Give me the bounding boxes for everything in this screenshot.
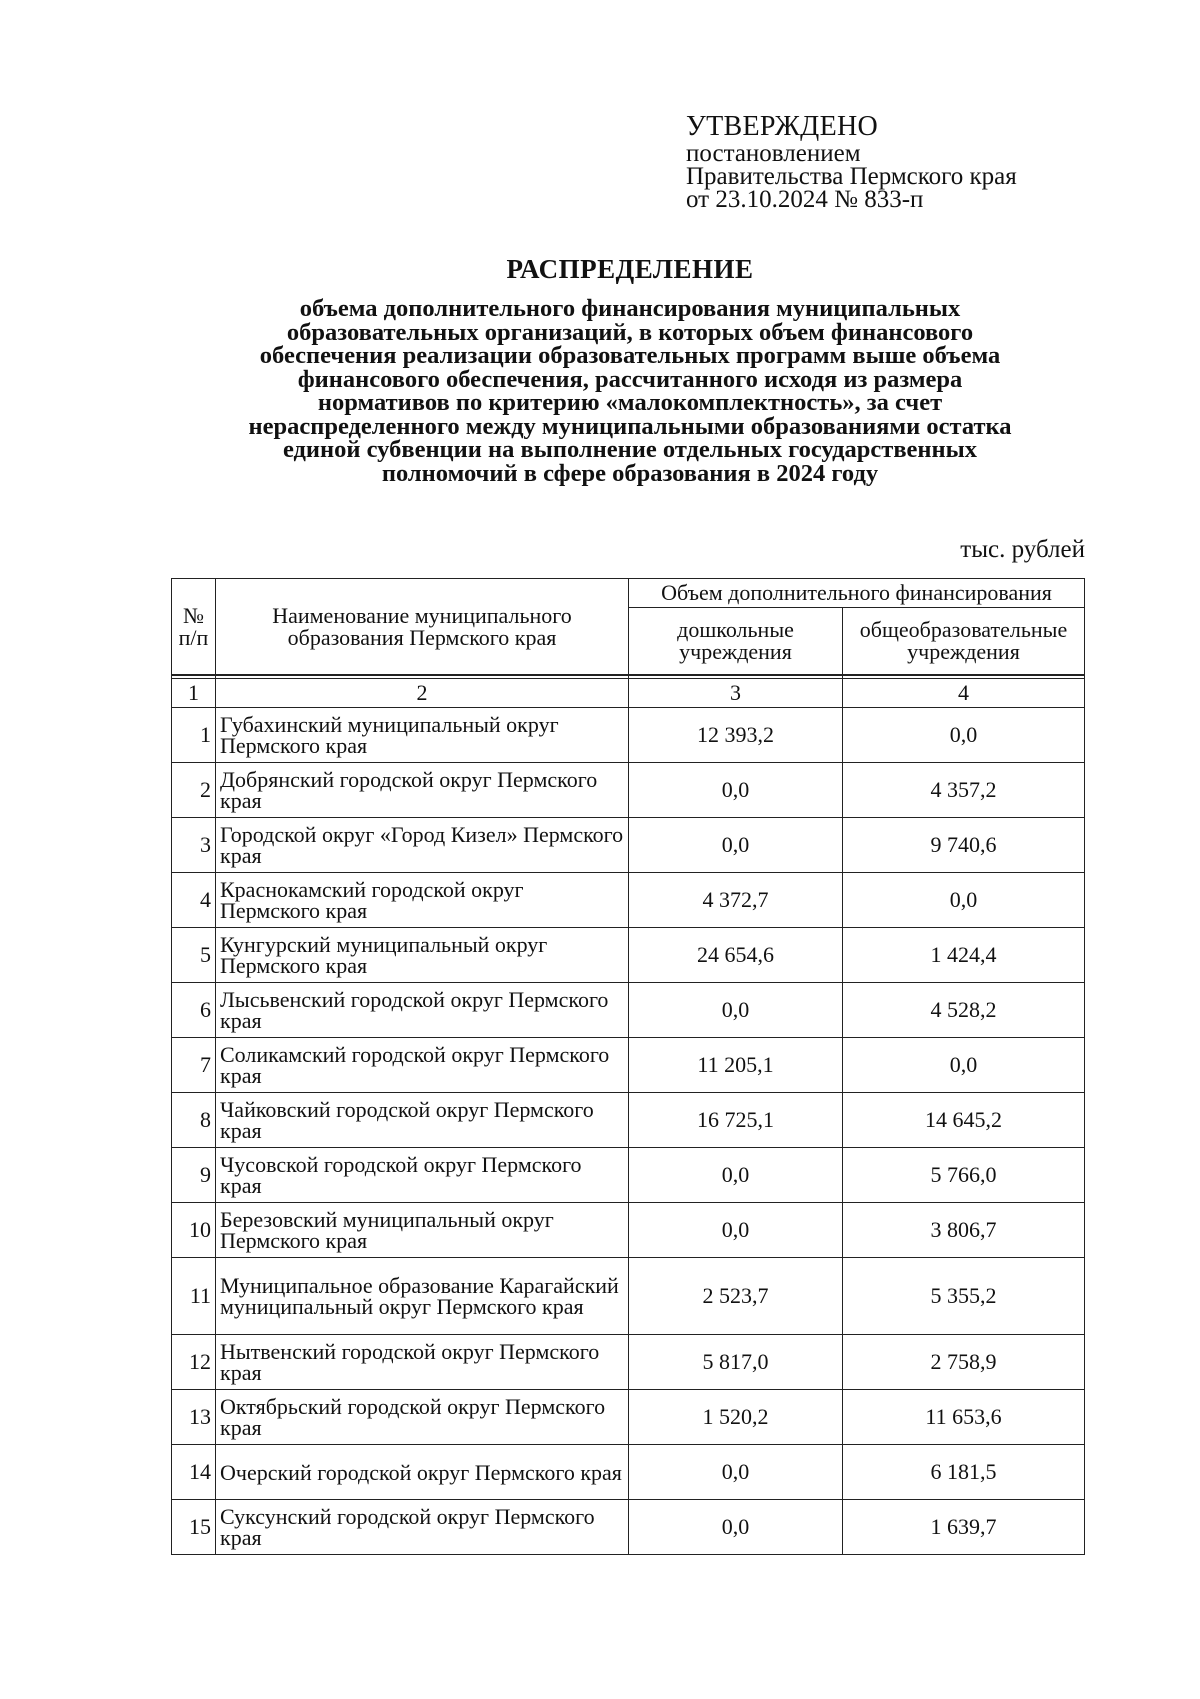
row-number: 6 xyxy=(172,983,216,1038)
row-number: 3 xyxy=(172,818,216,873)
row-preschool-value: 0,0 xyxy=(629,1203,843,1258)
row-preschool-value: 2 523,7 xyxy=(629,1258,843,1335)
table-row xyxy=(172,983,1085,1038)
approval-line: Правительства Пермского края xyxy=(686,163,1017,190)
row-general-value: 5 766,0 xyxy=(843,1148,1085,1203)
row-municipality-name: Чусовской городской округ Пермского края xyxy=(216,1148,629,1203)
row-preschool-value: 0,0 xyxy=(629,1148,843,1203)
row-municipality-name: Очерский городской округ Пермского края xyxy=(216,1445,629,1500)
row-general-value: 4 357,2 xyxy=(843,763,1085,818)
table-row xyxy=(172,1148,1085,1203)
row-general-value: 14 645,2 xyxy=(843,1093,1085,1148)
row-municipality-name: Городской округ «Город Кизел» Пермского края xyxy=(216,818,629,873)
approval-date-line: от 23.10.2024 № 833-п xyxy=(686,186,924,213)
table-row xyxy=(172,1445,1085,1500)
row-preschool-value: 0,0 xyxy=(629,1500,843,1555)
row-municipality-name: Суксунский городской округ Пермского края xyxy=(216,1500,629,1555)
column-index: 4 xyxy=(843,679,1085,708)
row-municipality-name: Чайковский городской округ Пермского края xyxy=(216,1093,629,1148)
row-general-value: 0,0 xyxy=(843,708,1085,763)
row-general-value: 5 355,2 xyxy=(843,1258,1085,1335)
subtitle-line: нераспределенного между муниципальными образованиями остатка xyxy=(248,412,1012,440)
row-preschool-value: 5 817,0 xyxy=(629,1335,843,1390)
subtitle-line: образовательных организаций, в которых объем финансового xyxy=(286,318,974,346)
table-row xyxy=(172,928,1085,983)
row-number: 8 xyxy=(172,1093,216,1148)
row-municipality-name: Добрянский городской округ Пермского края xyxy=(216,763,629,818)
row-number: 13 xyxy=(172,1390,216,1445)
row-number: 15 xyxy=(172,1500,216,1555)
row-municipality-name: Кунгурский муниципальный округ Пермского края xyxy=(216,928,629,983)
row-general-value: 1 424,4 xyxy=(843,928,1085,983)
row-number: 9 xyxy=(172,1148,216,1203)
row-municipality-name: Березовский муниципальный округ Пермского края xyxy=(216,1203,629,1258)
table-row xyxy=(172,708,1085,763)
row-general-value: 0,0 xyxy=(843,873,1085,928)
row-number: 2 xyxy=(172,763,216,818)
row-preschool-value: 0,0 xyxy=(629,763,843,818)
row-municipality-name: Лысьвенский городской округ Пермского края xyxy=(216,983,629,1038)
row-general-value: 9 740,6 xyxy=(843,818,1085,873)
row-preschool-value: 16 725,1 xyxy=(629,1093,843,1148)
row-preschool-value: 11 205,1 xyxy=(629,1038,843,1093)
table-row xyxy=(172,1390,1085,1445)
approval-line: постановлением xyxy=(686,140,861,167)
table-row xyxy=(172,1500,1085,1555)
column-index: 1 xyxy=(172,679,216,708)
column-index: 2 xyxy=(216,679,629,708)
row-municipality-name: Нытвенский городской округ Пермского края xyxy=(216,1335,629,1390)
table-row xyxy=(172,1258,1085,1335)
row-general-value: 0,0 xyxy=(843,1038,1085,1093)
row-preschool-value: 0,0 xyxy=(629,1445,843,1500)
subtitle-line: объема дополнительного финансирования муниципальных xyxy=(299,295,961,322)
subtitle-line: единой субвенции на выполнение отдельных государственных xyxy=(282,436,978,463)
subtitle-line: финансового обеспечения, рассчитанного исходя из размера xyxy=(297,365,963,393)
header-general: общеобразовательные учреждения xyxy=(843,608,1085,676)
row-preschool-value: 12 393,2 xyxy=(629,708,843,763)
distribution-table xyxy=(171,578,1085,1555)
row-number: 7 xyxy=(172,1038,216,1093)
column-index: 3 xyxy=(629,679,843,708)
table-row xyxy=(172,1093,1085,1148)
table-row xyxy=(172,1203,1085,1258)
subtitle-line: полномочий в сфере образования в 2024 году xyxy=(381,459,879,487)
subtitle-line: нормативов по критерию «малокомплектность», за счет xyxy=(317,389,943,416)
table-header-row xyxy=(172,579,1085,608)
row-municipality-name: Соликамский городской округ Пермского края xyxy=(216,1038,629,1093)
header-preschool: дошкольные учреждения xyxy=(629,608,843,676)
row-municipality-name: Краснокамский городской округ Пермского края xyxy=(216,873,629,928)
row-preschool-value: 0,0 xyxy=(629,983,843,1038)
row-general-value: 4 528,2 xyxy=(843,983,1085,1038)
column-index-row xyxy=(172,679,1085,708)
row-general-value: 1 639,7 xyxy=(843,1500,1085,1555)
row-general-value: 2 758,9 xyxy=(843,1335,1085,1390)
row-general-value: 11 653,6 xyxy=(843,1390,1085,1445)
row-number: 5 xyxy=(172,928,216,983)
row-municipality-name: Губахинский муниципальный округ Пермского края xyxy=(216,708,629,763)
row-municipality-name: Октябрьский городской округ Пермского края xyxy=(216,1390,629,1445)
row-preschool-value: 0,0 xyxy=(629,818,843,873)
table-row xyxy=(172,1038,1085,1093)
approval-block xyxy=(686,112,1017,211)
table-row xyxy=(172,873,1085,928)
row-number: 4 xyxy=(172,873,216,928)
document-title: РАСПРЕДЕЛЕНИЕ xyxy=(506,254,754,284)
row-number: 12 xyxy=(172,1335,216,1390)
header-group: Объем дополнительного финансирования xyxy=(629,579,1085,608)
row-number: 11 xyxy=(172,1258,216,1335)
approval-heading: УТВЕРЖДЕНО xyxy=(686,111,879,142)
subtitle-line: обеспечения реализации образовательных программ выше объема xyxy=(259,342,1001,369)
row-general-value: 3 806,7 xyxy=(843,1203,1085,1258)
table-row xyxy=(172,818,1085,873)
header-num: № п/п xyxy=(172,579,216,676)
row-preschool-value: 24 654,6 xyxy=(629,928,843,983)
row-municipality-name: Муниципальное образование Карагайский муниципальный округ Пермского края xyxy=(216,1258,629,1335)
units-label: тыс. рублей xyxy=(960,536,1085,563)
document-subtitle xyxy=(180,297,1080,485)
table-row xyxy=(172,763,1085,818)
row-number: 10 xyxy=(172,1203,216,1258)
row-number: 1 xyxy=(172,708,216,763)
header-name: Наименование муниципального образования Пермского края xyxy=(216,579,629,676)
table-row xyxy=(172,1335,1085,1390)
row-number: 14 xyxy=(172,1445,216,1500)
row-preschool-value: 1 520,2 xyxy=(629,1390,843,1445)
row-preschool-value: 4 372,7 xyxy=(629,873,843,928)
row-general-value: 6 181,5 xyxy=(843,1445,1085,1500)
